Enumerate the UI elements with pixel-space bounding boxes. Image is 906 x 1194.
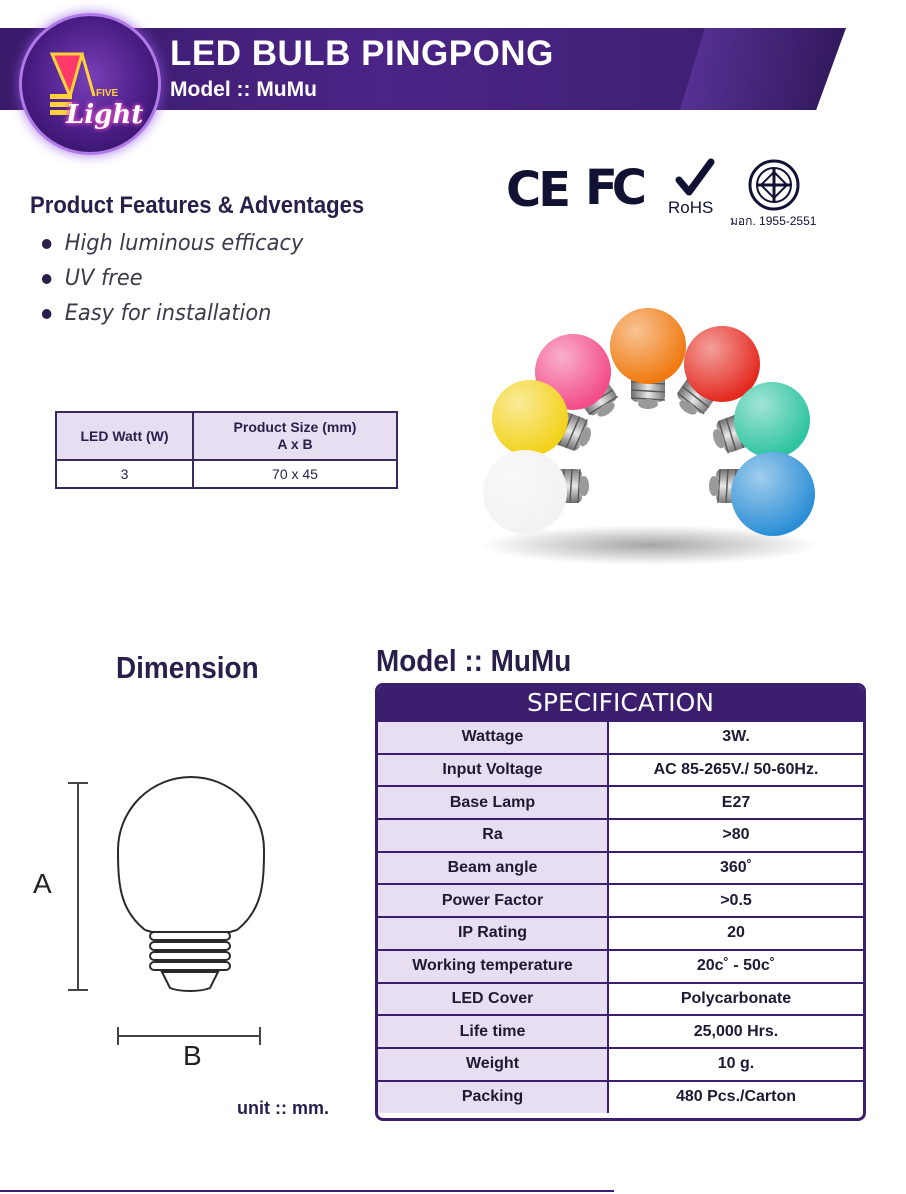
page-subtitle: Model :: MuMu [170,78,317,101]
bulb-highlight [492,380,568,456]
features-list [40,228,317,333]
size-table-watt-cell: 3 [56,460,193,488]
spec-row [378,1048,863,1081]
spec-rows [378,720,863,1113]
spec-value: 360˚ [608,852,863,885]
spec-row [378,1015,863,1048]
spec-value: 480 Pcs./Carton [608,1081,863,1114]
spec-row [378,852,863,885]
spec-label: Life time [378,1015,608,1048]
size-table-header-watt: LED Watt (W) [56,412,193,460]
size-table-header-size [193,412,397,460]
spec-row [378,1081,863,1114]
spec-value: 10 g. [608,1048,863,1081]
spec-label: Ra [378,819,608,852]
spec-row [378,917,863,950]
spec-header: SPECIFICATION [378,686,863,720]
dimension-label-b: B [183,1040,202,1071]
spec-label: Weight [378,1048,608,1081]
spec-label: Wattage [378,721,608,754]
feature-item [40,298,303,333]
bulb-highlight [610,308,686,384]
size-header-axes: A x B [277,436,313,452]
spec-row [378,786,863,819]
rohs-check-icon [675,158,715,200]
feature-item [40,228,303,263]
bullet-icon [42,274,52,284]
spec-value: 20c˚ - 50c˚ [608,950,863,983]
feature-text: UV free [64,266,143,291]
bulb-highlight [731,452,815,536]
spec-label: Base Lamp [378,786,608,819]
bottom-rule [0,1190,614,1192]
spec-row [378,819,863,852]
specification-table [375,683,866,1121]
header-accent [680,28,846,110]
spec-value: Polycarbonate [608,983,863,1016]
spec-label: Working temperature [378,950,608,983]
spec-value: 25,000 Hrs. [608,1015,863,1048]
spec-value: >0.5 [608,884,863,917]
logo-small-text: FIVE [96,88,119,99]
spec-label: Input Voltage [378,754,608,787]
spec-label: Beam angle [378,852,608,885]
spec-value: 20 [608,917,863,950]
bullet-icon [42,239,52,249]
spec-row [378,950,863,983]
brand-logo [22,16,158,152]
dimension-label-a: A [33,868,52,899]
spec-value: E27 [608,786,863,819]
spec-label: Power Factor [378,884,608,917]
dimension-title: Dimension [116,650,259,685]
page-title: LED BULB PINGPONG [170,34,554,73]
size-header-text: Product Size (mm) [233,419,357,435]
spec-row [378,983,863,1016]
spec-row [378,754,863,787]
ce-mark-icon: CE [506,162,569,218]
spec-label: Packing [378,1081,608,1114]
tis-mark-icon [747,158,801,212]
size-table [55,411,398,489]
bulb-dimension-drawing [30,770,290,1070]
spec-label: LED Cover [378,983,608,1016]
bulb-highlight [734,382,810,458]
logo-brand-text: Light [66,100,144,130]
spec-row [378,721,863,754]
product-bulbs-image [470,300,830,570]
feature-text: High luminous efficacy [64,231,304,256]
fcc-mark-icon: FC [585,160,642,216]
bullet-icon [42,309,52,319]
bulb-highlight [483,450,567,534]
features-heading: Product Features & Adventages [30,192,365,219]
feature-item [40,263,303,298]
spec-value: AC 85-265V./ 50-60Hz. [608,754,863,787]
rohs-label: RoHS [668,198,714,217]
spec-label: IP Rating [378,917,608,950]
spec-value: 3W. [608,721,863,754]
feature-text: Easy for installation [64,301,272,326]
tis-label: มอก. 1955-2551 [730,214,817,228]
size-table-size-cell: 70 x 45 [193,460,397,488]
logo-bulb-icon [22,16,158,152]
spec-row [378,884,863,917]
unit-label: unit :: mm. [237,1098,329,1118]
spec-value: >80 [608,819,863,852]
spec-model-title: Model :: MuMu [376,643,572,678]
